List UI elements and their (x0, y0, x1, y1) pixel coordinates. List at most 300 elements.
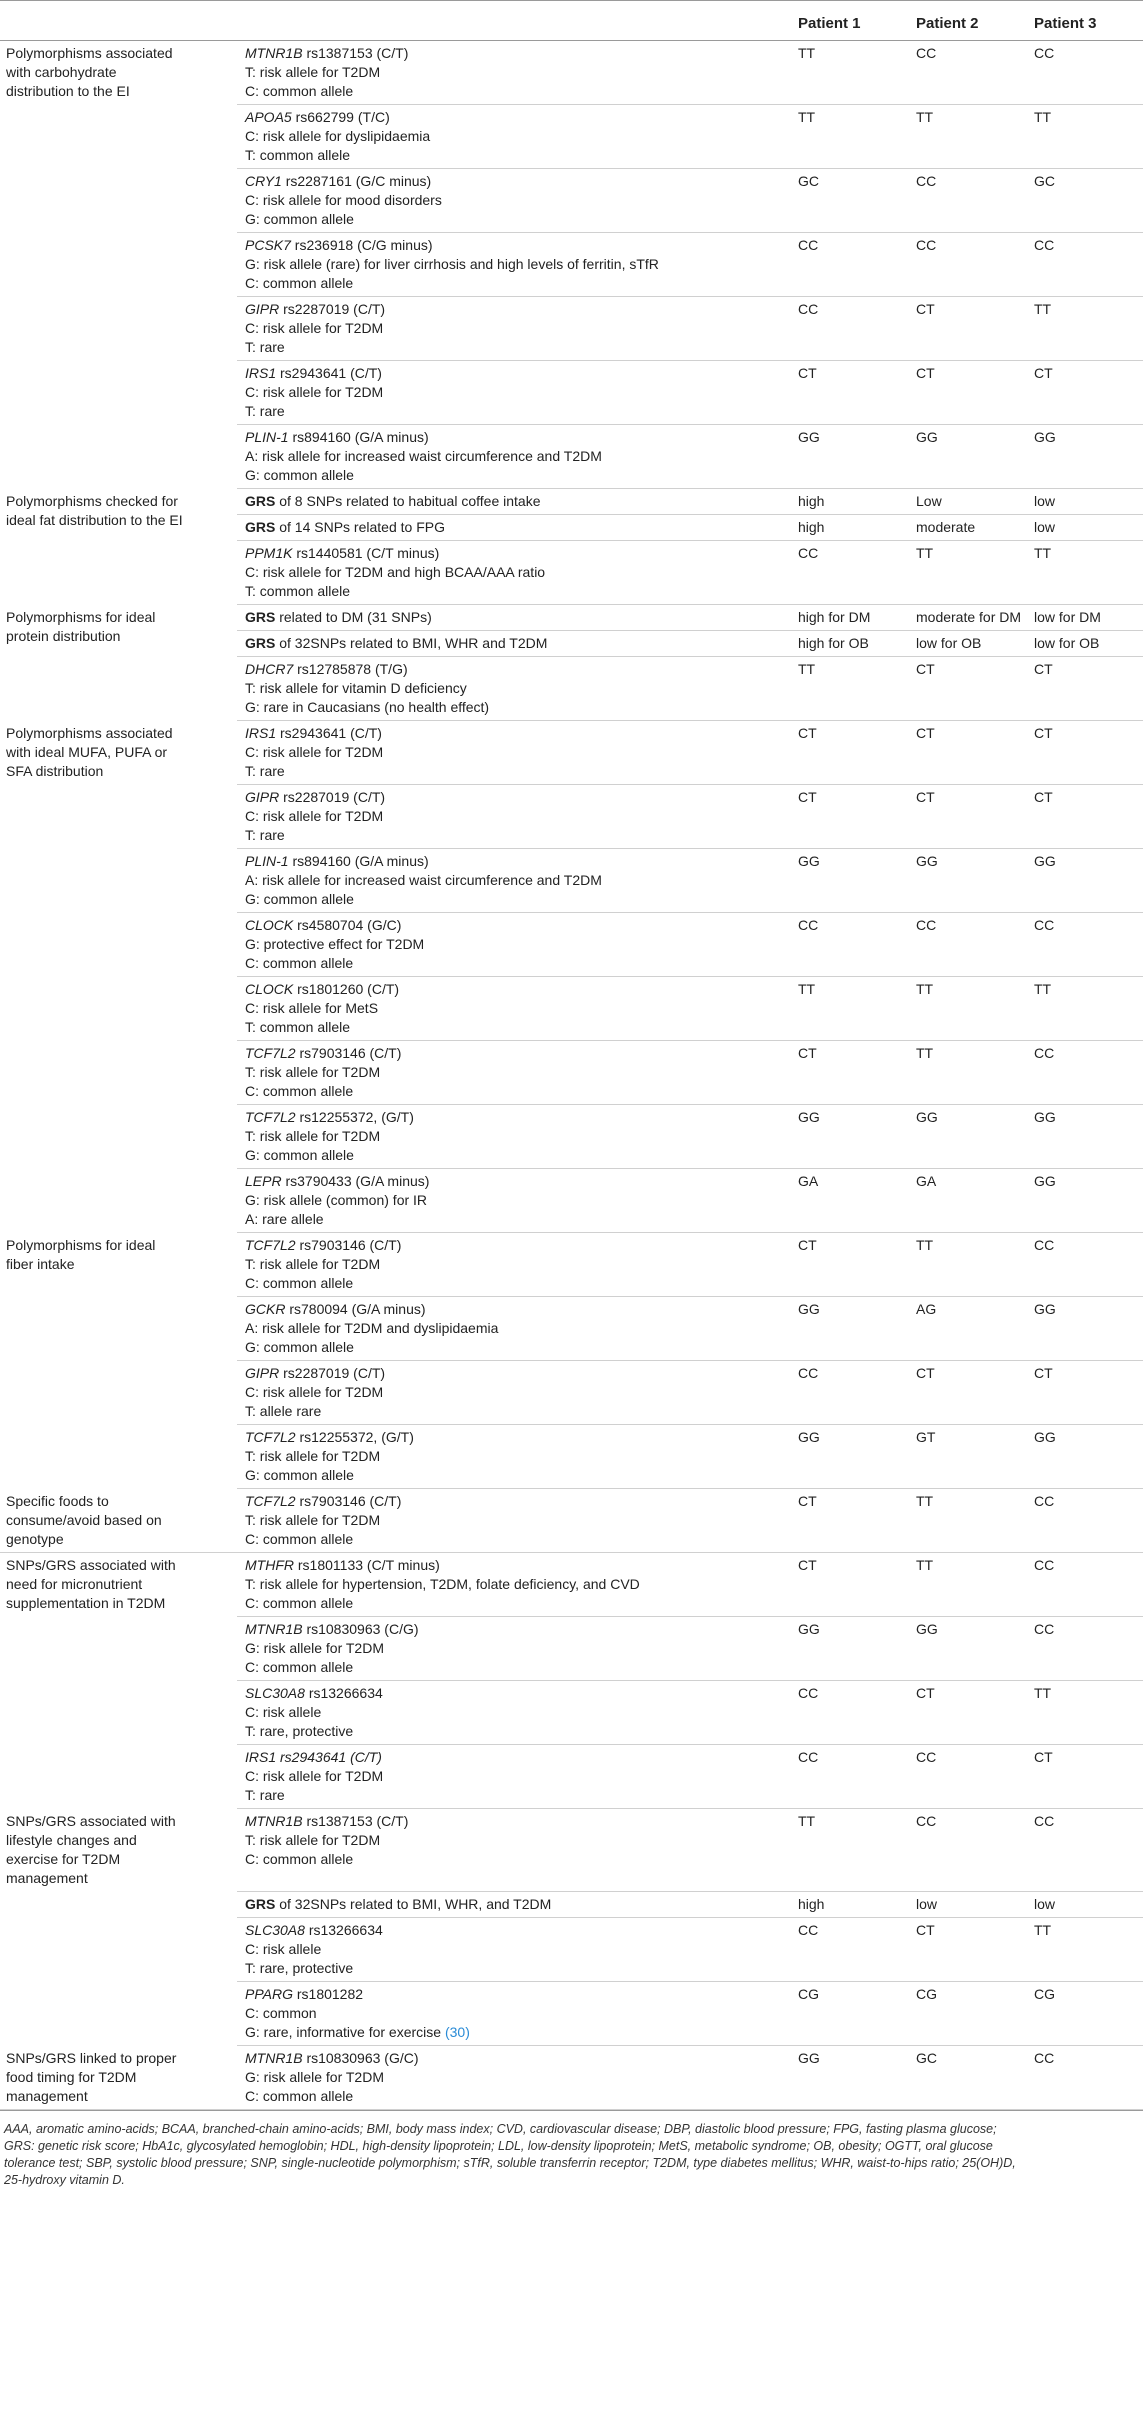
allele-text: C: risk allele for mood disorders (245, 192, 442, 208)
patient-2-genotype: low for OB (910, 631, 1028, 657)
allele-description (245, 563, 786, 582)
patient-1-genotype: TT (792, 1809, 910, 1892)
snp-title (245, 916, 786, 935)
patient-2-genotype: low (910, 1892, 1028, 1918)
header-category (0, 1, 237, 41)
patient-1-genotype: CC (792, 1681, 910, 1745)
allele-text: T: risk allele for T2DM (245, 1128, 381, 1144)
snp-title (245, 172, 786, 191)
patient-3-genotype: CC (1028, 1809, 1143, 1892)
allele-description (245, 826, 786, 845)
snp-id: rs2287019 (C/T) (279, 789, 386, 805)
allele-description (245, 1831, 786, 1850)
allele-text: C: risk allele for T2DM (245, 384, 384, 400)
category-text: exercise for T2DM (6, 1850, 121, 1867)
patient-1-genotype: high (792, 1892, 910, 1918)
snp-id: rs13266634 (304, 1922, 383, 1938)
snp-cell (237, 605, 792, 631)
patient-3-genotype: CC (1028, 1489, 1143, 1553)
allele-text: A: rare allele (245, 1211, 324, 1227)
allele-description (245, 2023, 786, 2042)
snp-id: of 32SNPs related to BMI, WHR, and T2DM (275, 1896, 552, 1912)
gene-name: PPM1K (245, 545, 293, 561)
snp-cell (237, 977, 792, 1041)
snp-cell (237, 1892, 792, 1918)
patient-2-genotype: CT (910, 297, 1028, 361)
patient-2-genotype: TT (910, 977, 1028, 1041)
snp-cell (237, 1681, 792, 1745)
allele-description (245, 1594, 786, 1613)
patient-3-genotype: CC (1028, 1553, 1143, 1617)
allele-text: C: risk allele for T2DM and high BCAA/AAA ratio (245, 564, 546, 580)
allele-description (245, 890, 786, 909)
category-text: with ideal MUFA, PUFA or (6, 743, 168, 760)
allele-text: T: risk allele for T2DM (245, 64, 381, 80)
allele-description (245, 1658, 786, 1677)
category-cell (0, 41, 237, 489)
allele-description (245, 402, 786, 421)
patient-3-genotype: GG (1028, 1105, 1143, 1169)
patient-3-genotype: low (1028, 489, 1143, 515)
category-text: protein distribution (6, 627, 121, 644)
allele-text: C: risk allele for T2DM (245, 744, 384, 760)
snp-cell (237, 721, 792, 785)
snp-cell (237, 1169, 792, 1233)
snp-id: rs4580704 (G/C) (293, 917, 402, 933)
patient-3-genotype: CC (1028, 1617, 1143, 1681)
category-text: food timing for T2DM (6, 2068, 137, 2085)
snp-title (245, 724, 786, 743)
allele-text: T: rare, protective (245, 1723, 354, 1739)
patient-3-genotype: TT (1028, 1918, 1143, 1982)
snp-id: rs1387153 (C/T) (302, 1813, 409, 1829)
patient-3-genotype: CT (1028, 785, 1143, 849)
allele-text: C: common allele (245, 1595, 354, 1611)
patient-1-genotype: CT (792, 361, 910, 425)
allele-description (245, 146, 786, 165)
allele-text: G: protective effect for T2DM (245, 936, 425, 952)
snp-cell (237, 2046, 792, 2110)
allele-description (245, 1402, 786, 1421)
gene-name: PLIN-1 (245, 429, 289, 445)
allele-description (245, 274, 786, 293)
snp-title (245, 1748, 786, 1767)
allele-text: C: common allele (245, 1851, 354, 1867)
table-row (0, 1553, 1143, 1617)
patient-2-genotype: CT (910, 721, 1028, 785)
patient-3-genotype: CC (1028, 1233, 1143, 1297)
allele-description (245, 871, 786, 890)
snp-title (245, 1620, 786, 1639)
category-cell (0, 605, 237, 721)
gene-name: TCF7L2 (245, 1109, 296, 1125)
allele-text: G: common allele (245, 211, 354, 227)
allele-description (245, 1255, 786, 1274)
snp-cell (237, 41, 792, 105)
patient-2-genotype: CT (910, 1361, 1028, 1425)
allele-text: G: common allele (245, 1147, 354, 1163)
allele-text: C: risk allele (245, 1941, 322, 1957)
patient-3-genotype: CT (1028, 721, 1143, 785)
snp-cell (237, 233, 792, 297)
patient-2-genotype: CC (910, 41, 1028, 105)
table-row (0, 489, 1143, 515)
snp-id: rs2943641 (C/T) (276, 365, 382, 381)
snp-title (245, 1812, 786, 1831)
snp-title (245, 364, 786, 383)
reference-link[interactable]: (30) (444, 2024, 470, 2040)
snp-cell (237, 1489, 792, 1553)
snp-cell (237, 169, 792, 233)
table-row (0, 1233, 1143, 1297)
allele-text: G: risk allele for T2DM (245, 2069, 384, 2085)
snp-cell (237, 297, 792, 361)
snp-title (245, 1895, 786, 1914)
patient-2-genotype: GT (910, 1425, 1028, 1489)
snp-title (245, 300, 786, 319)
patient-1-genotype: GG (792, 2046, 910, 2110)
snp-id: rs7903146 (C/T) (295, 1493, 402, 1509)
allele-description (245, 1127, 786, 1146)
snp-title (245, 1108, 786, 1127)
patient-2-genotype: CG (910, 1982, 1028, 2046)
snp-id: rs894160 (G/A minus) (288, 429, 429, 445)
patient-3-genotype: low (1028, 515, 1143, 541)
category-text: Polymorphisms checked for (6, 492, 178, 509)
gene-name: GIPR (245, 789, 280, 805)
patient-3-genotype: CT (1028, 1361, 1143, 1425)
snp-id: rs3790433 (G/A minus) (281, 1173, 430, 1189)
patient-3-genotype: low for DM (1028, 605, 1143, 631)
snp-cell (237, 515, 792, 541)
gene-name: TCF7L2 (245, 1429, 296, 1445)
grs-label: GRS (245, 519, 276, 535)
patient-2-genotype: GG (910, 849, 1028, 913)
snp-title (245, 236, 786, 255)
snp-id: rs1440581 (C/T minus) (292, 545, 440, 561)
patient-2-genotype: TT (910, 1041, 1028, 1105)
allele-text: T: risk allele for T2DM (245, 1512, 381, 1528)
patient-2-genotype: CC (910, 1745, 1028, 1809)
allele-text: T: rare (245, 1787, 285, 1803)
snp-title (245, 1492, 786, 1511)
grs-label: GRS (245, 1896, 276, 1912)
allele-text: A: risk allele for increased waist circumference and T2DM (245, 448, 602, 464)
patient-2-genotype: moderate for DM (910, 605, 1028, 631)
gene-name: IRS1 (245, 365, 277, 381)
allele-description (245, 1466, 786, 1485)
category-text: genotype (6, 1530, 64, 1547)
snp-id: rs1801260 (C/T) (293, 981, 400, 997)
patient-2-genotype: CT (910, 361, 1028, 425)
allele-text: C: common allele (245, 955, 354, 971)
allele-description (245, 1722, 786, 1741)
allele-description (245, 679, 786, 698)
grs-label: GRS (245, 609, 276, 625)
allele-text: C: risk allele for T2DM (245, 1768, 384, 1784)
patient-2-genotype: CT (910, 1918, 1028, 1982)
allele-text: G: common allele (245, 1467, 354, 1483)
category-text: need for micronutrient (6, 1576, 143, 1592)
patient-1-genotype: GG (792, 1297, 910, 1361)
snp-title (245, 1556, 786, 1575)
table-row (0, 1809, 1143, 1892)
allele-description (245, 1511, 786, 1530)
allele-description (245, 447, 786, 466)
patient-3-genotype: CT (1028, 361, 1143, 425)
allele-description (245, 762, 786, 781)
allele-text: T: risk allele for T2DM (245, 1448, 381, 1464)
allele-text: C: risk allele for T2DM (245, 320, 384, 336)
snp-id: rs7903146 (C/T) (295, 1045, 402, 1061)
category-text: Specific foods to (6, 1492, 109, 1509)
allele-text: C: common (245, 2005, 317, 2021)
patient-2-genotype: CC (910, 169, 1028, 233)
snp-cell (237, 1297, 792, 1361)
patient-3-genotype: CG (1028, 1982, 1143, 2046)
patient-3-genotype: CC (1028, 913, 1143, 977)
snp-cell (237, 1809, 792, 1892)
allele-text: A: risk allele for increased waist circumference and T2DM (245, 872, 602, 888)
patient-2-genotype: CC (910, 1809, 1028, 1892)
patient-2-genotype: CT (910, 657, 1028, 721)
allele-text: T: risk allele for vitamin D deficiency (245, 680, 467, 696)
footnote-line: GRS: genetic risk score; HbA1c, glycosylated hemoglobin; HDL, high-density lipoprotein; LDL, low-density lipoprotein; MetS, metabolic syndrome; OB, obesity; OGTT, oral glucose (4, 2139, 993, 2153)
snp-cell (237, 1361, 792, 1425)
category-cell (0, 1809, 237, 2046)
patient-2-genotype: CC (910, 913, 1028, 977)
allele-text: G: risk allele (common) for IR (245, 1192, 428, 1208)
patient-2-genotype: CT (910, 1681, 1028, 1745)
allele-description (245, 210, 786, 229)
snp-cell (237, 913, 792, 977)
patient-2-genotype: TT (910, 1489, 1028, 1553)
snp-id: rs662799 (T/C) (291, 109, 390, 125)
allele-description (245, 807, 786, 826)
allele-description (245, 1575, 786, 1594)
allele-description (245, 1869, 786, 1888)
snp-title (245, 1364, 786, 1383)
allele-text: C: common allele (245, 2088, 354, 2104)
allele-text: T: risk allele for hypertension, T2DM, folate deficiency, and CVD (245, 1576, 640, 1592)
snp-cell (237, 1425, 792, 1489)
patient-2-genotype: AG (910, 1297, 1028, 1361)
allele-description (245, 63, 786, 82)
gene-name: PCSK7 (245, 237, 291, 253)
snp-id: rs780094 (G/A minus) (285, 1301, 426, 1317)
allele-text: C: common allele (245, 1083, 354, 1099)
gene-name: MTHFR (245, 1557, 294, 1573)
patient-1-genotype: CT (792, 1489, 910, 1553)
snp-title (245, 1172, 786, 1191)
snp-id: rs13266634 (304, 1685, 383, 1701)
snp-id: rs1801133 (C/T minus) (294, 1557, 440, 1573)
patient-1-genotype: TT (792, 977, 910, 1041)
snp-id: rs2287019 (C/T) (279, 1365, 386, 1381)
allele-description (245, 1850, 786, 1869)
allele-text: C: risk allele (245, 1704, 322, 1720)
snp-title (245, 1684, 786, 1703)
allele-text: G: risk allele for T2DM (245, 1640, 384, 1656)
patient-1-genotype: TT (792, 105, 910, 169)
allele-text: T: rare, protective (245, 1960, 354, 1976)
patient-3-genotype: GG (1028, 1169, 1143, 1233)
patient-1-genotype: TT (792, 657, 910, 721)
patient-1-genotype: GG (792, 1105, 910, 1169)
snp-id: rs894160 (G/A minus) (288, 853, 429, 869)
patient-1-genotype: CC (792, 1918, 910, 1982)
allele-description (245, 82, 786, 101)
allele-text: T: rare (245, 339, 285, 355)
allele-text: T: risk allele for T2DM (245, 1256, 381, 1272)
gene-name: APOA5 (245, 109, 292, 125)
patient-2-genotype: moderate (910, 515, 1028, 541)
gene-name: MTNR1B (245, 1813, 303, 1829)
snp-cell (237, 1041, 792, 1105)
snp-title (245, 1300, 786, 1319)
allele-text: C: common allele (245, 83, 354, 99)
allele-description (245, 338, 786, 357)
gene-name: CLOCK (245, 981, 294, 997)
gene-name: PLIN-1 (245, 853, 289, 869)
snp-cell (237, 1233, 792, 1297)
gene-name: LEPR (245, 1173, 282, 1189)
patient-3-genotype: CC (1028, 2046, 1143, 2110)
snp-id: rs1387153 (C/T) (302, 45, 409, 61)
allele-text: G: common allele (245, 1339, 354, 1355)
snp-title (245, 2049, 786, 2068)
table-body (0, 41, 1143, 2110)
snp-cell (237, 489, 792, 515)
patient-3-genotype: TT (1028, 541, 1143, 605)
gene-name: MTNR1B (245, 1621, 303, 1637)
snp-cell (237, 785, 792, 849)
patient-1-genotype: high for DM (792, 605, 910, 631)
patient-1-genotype: CT (792, 721, 910, 785)
allele-description (245, 1786, 786, 1805)
category-cell (0, 721, 237, 1233)
header-patient-2: Patient 2 (910, 1, 1028, 41)
snp-id: rs1801282 (292, 1986, 364, 2002)
header-patient-1: Patient 1 (792, 1, 910, 41)
allele-description (245, 954, 786, 973)
patient-3-genotype: CC (1028, 1041, 1143, 1105)
category-text: SNPs/GRS linked to proper (6, 2049, 177, 2066)
footnote-line: 25-hydroxy vitamin D. (4, 2173, 125, 2187)
snp-id: of 8 SNPs related to habitual coffee intake (275, 493, 541, 509)
snp-cell (237, 1105, 792, 1169)
snp-cell (237, 1745, 792, 1809)
gene-name: TCF7L2 (245, 1493, 296, 1509)
allele-text: C: common allele (245, 1531, 354, 1547)
allele-text: C: risk allele for T2DM (245, 1384, 384, 1400)
snp-id: rs2943641 (C/T) (276, 725, 382, 741)
snp-id: rs2287019 (C/T) (279, 301, 386, 317)
patient-2-genotype: CT (910, 785, 1028, 849)
patient-1-genotype: CC (792, 297, 910, 361)
snp-id: rs10830963 (C/G) (302, 1621, 419, 1637)
allele-description (245, 1940, 786, 1959)
patient-1-genotype: CG (792, 1982, 910, 2046)
allele-description (245, 466, 786, 485)
allele-description (245, 999, 786, 1018)
allele-text: G: common allele (245, 467, 354, 483)
snp-title (245, 608, 786, 627)
footnote-line: tolerance test; SBP, systolic blood pressure; SNP, single-nucleotide polymorphism; sTfR, soluble transferrin receptor; T2DM, type diabetes mellitus; WHR, waist-to-hips ratio; 25(OH)D, (4, 2156, 1016, 2170)
allele-text: G: rare, informative for exercise (245, 2024, 445, 2040)
gene-name: IRS1 (245, 1749, 277, 1765)
gene-name: TCF7L2 (245, 1237, 296, 1253)
snp-cell (237, 1918, 792, 1982)
table-row (0, 1489, 1143, 1553)
category-text: distribution to the EI (6, 83, 130, 99)
allele-text: G: risk allele (rare) for liver cirrhosis and high levels of ferritin, sTfR (245, 256, 659, 272)
allele-description (245, 1530, 786, 1549)
allele-text: T: rare (245, 763, 285, 779)
snp-cell (237, 105, 792, 169)
snp-title (245, 852, 786, 871)
snp-cell (237, 1617, 792, 1681)
category-cell (0, 1553, 237, 1809)
gene-name: SLC30A8 (245, 1685, 305, 1701)
category-text: with carbohydrate (6, 64, 117, 80)
snp-title (245, 1428, 786, 1447)
gene-name: DHCR7 (245, 661, 294, 677)
allele-description (245, 191, 786, 210)
allele-description (245, 2087, 786, 2106)
allele-text: G: rare in Caucasians (no health effect) (245, 699, 490, 715)
patient-3-genotype: TT (1028, 977, 1143, 1041)
allele-description (245, 1383, 786, 1402)
snp-id: rs2943641 (C/T) (276, 1749, 382, 1765)
category-text: Polymorphisms for ideal (6, 608, 156, 625)
allele-text: G: common allele (245, 891, 354, 907)
patient-1-genotype: CT (792, 1553, 910, 1617)
patient-1-genotype: CT (792, 785, 910, 849)
allele-description (245, 255, 786, 274)
gene-name: TCF7L2 (245, 1045, 296, 1061)
snp-cell (237, 849, 792, 913)
snp-title (245, 1044, 786, 1063)
allele-text: T: rare (245, 827, 285, 843)
category-text: Polymorphisms for ideal (6, 1236, 156, 1253)
allele-description (245, 743, 786, 762)
category-text: supplementation in T2DM (6, 1595, 166, 1611)
patient-1-genotype: GA (792, 1169, 910, 1233)
patient-1-genotype: TT (792, 41, 910, 105)
allele-text: C: risk allele for dyslipidaemia (245, 128, 431, 144)
snp-id: related to DM (31 SNPs) (275, 609, 432, 625)
allele-description (245, 127, 786, 146)
allele-text: C: risk allele for T2DM (245, 808, 384, 824)
snp-cell (237, 541, 792, 605)
patient-1-genotype: high (792, 489, 910, 515)
patient-1-genotype: GG (792, 425, 910, 489)
patient-1-genotype: CC (792, 1745, 910, 1809)
gene-name: GCKR (245, 1301, 286, 1317)
patient-3-genotype: TT (1028, 297, 1143, 361)
category-text: fiber intake (6, 1255, 75, 1272)
category-text: SNPs/GRS associated with (6, 1812, 176, 1829)
snp-cell (237, 631, 792, 657)
header-patient-3: Patient 3 (1028, 1, 1143, 41)
table-row (0, 2046, 1143, 2110)
allele-description (245, 1338, 786, 1357)
patient-1-genotype: high for OB (792, 631, 910, 657)
allele-text: T: allele rare (245, 1403, 322, 1419)
snp-cell (237, 361, 792, 425)
patient-2-genotype: Low (910, 489, 1028, 515)
